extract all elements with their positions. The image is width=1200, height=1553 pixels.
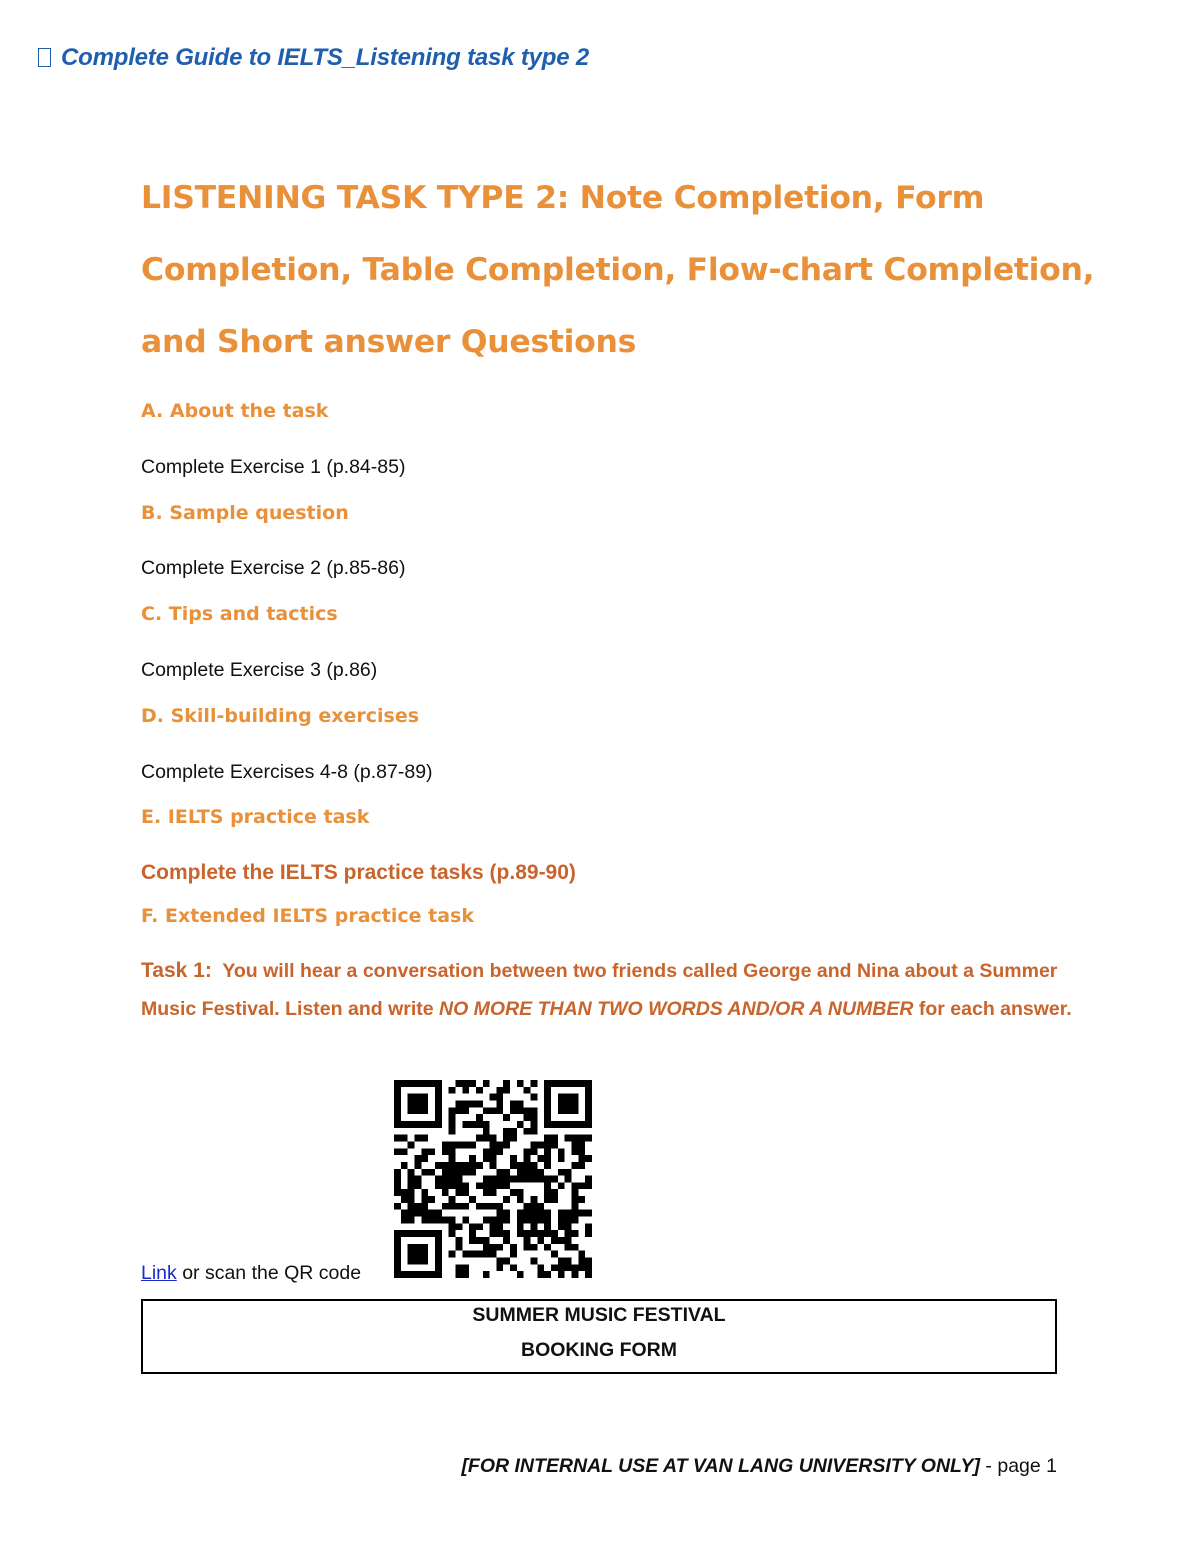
section-heading-a: A. About the task (141, 400, 329, 422)
footer-page: - page 1 (980, 1455, 1057, 1477)
section-heading-b: B. Sample question (141, 502, 349, 524)
task-text: You will hear a conversation between two friends called George and Nina about a Summer Music Festival. Listen and write (141, 960, 1058, 1020)
booking-form-header (141, 1299, 1057, 1374)
link-line (141, 1262, 361, 1285)
title-line: and Short answer Questions (141, 324, 637, 360)
section-text-c: Complete Exercise 3 (p.86) (141, 659, 378, 681)
section-text-b: Complete Exercise 2 (p.85-86) (141, 557, 406, 579)
qr-code-icon[interactable] (394, 1080, 592, 1278)
box-icon (38, 48, 51, 67)
title-line: Completion, Table Completion, Flow-chart Completion, (141, 252, 1095, 288)
task-label: Task 1: (141, 959, 212, 982)
header-title-text: Complete Guide to IELTS_Listening task type 2 (61, 44, 589, 71)
task-word-limit: NO MORE THAN TWO WORDS AND/OR A NUMBER (439, 998, 914, 1020)
footer-notice: [FOR INTERNAL USE AT VAN LANG UNIVERSITY ONLY] (461, 1455, 981, 1477)
link-hint: or scan the QR code (182, 1262, 362, 1284)
task-instructions (141, 952, 1081, 1028)
section-heading-e: E. IELTS practice task (141, 806, 370, 828)
audio-link[interactable]: Link (141, 1262, 177, 1284)
header-title (38, 44, 589, 72)
section-heading-d: D. Skill-building exercises (141, 705, 420, 727)
page-footer (461, 1455, 1057, 1478)
page-title (141, 162, 1101, 378)
task-text-end: for each answer. (918, 998, 1072, 1020)
section-text-a: Complete Exercise 1 (p.84-85) (141, 456, 406, 478)
section-heading-c: C. Tips and tactics (141, 603, 338, 625)
form-subtitle: BOOKING FORM (521, 1339, 677, 1361)
section-text-d: Complete Exercises 4-8 (p.87-89) (141, 761, 433, 783)
form-title: SUMMER MUSIC FESTIVAL (472, 1304, 726, 1326)
title-line: LISTENING TASK TYPE 2: Note Completion, Form (141, 180, 985, 216)
section-heading-f: F. Extended IELTS practice task (141, 905, 474, 927)
section-text-e: Complete the IELTS practice tasks (p.89-90) (141, 861, 576, 884)
